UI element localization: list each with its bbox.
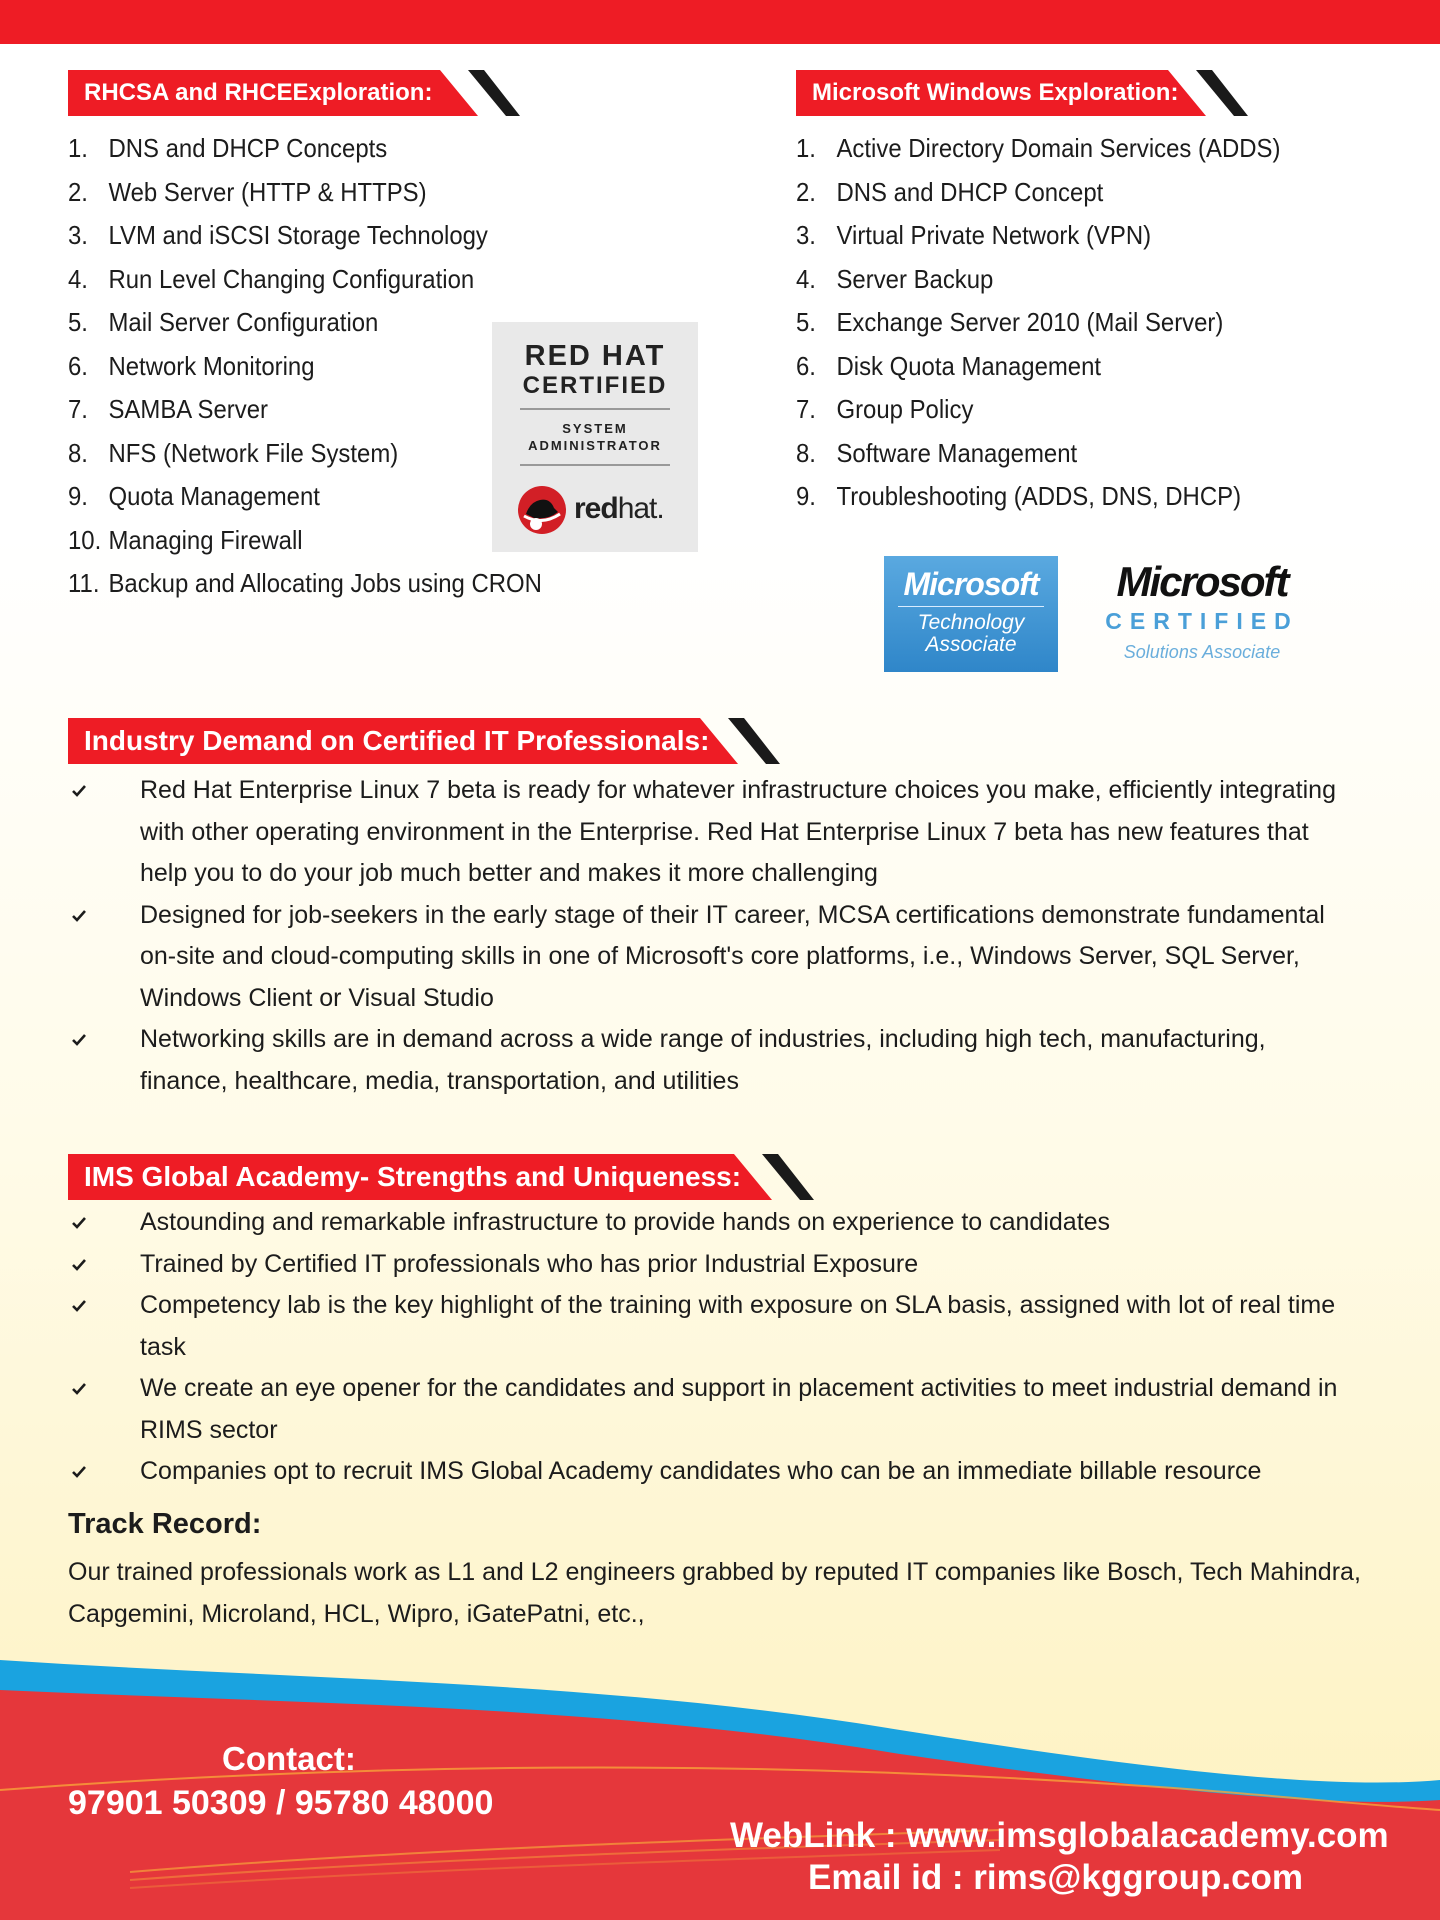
list-item [68,301,542,345]
checkmark-icon [68,1244,90,1286]
contact-phone: 97901 50309 / 95780 48000 [68,1784,494,1822]
website-link[interactable]: WebLink : www.imsglobalacademy.com [730,1816,1389,1855]
list-item-text: Managing Firewall [108,524,303,555]
checkmark-icon [68,1019,90,1061]
list-item-text: Run Level Changing Configuration [108,263,475,294]
list-item-text: SAMBA Server [108,394,269,424]
industry-section-title: Industry Demand on Certified IT Professionals: [84,725,710,756]
rhcsa-section-header [68,70,498,116]
list-item-number: 5. [68,307,88,337]
list-item-number: 9. [68,481,88,511]
checkmark-icon [68,1285,90,1327]
list-item-text: We create an eye opener for the candidates and support in placement activities to meet industrial demand in RIMS sector [140,1374,1338,1444]
list-item-number: 8. [796,437,816,468]
list-item [796,432,1280,476]
track-record-title: Track Record: [68,1508,262,1540]
badge-subtitle: Solutions Associate [1123,642,1281,662]
list-item-number: 2. [68,176,88,207]
checkmark-icon [68,1202,90,1244]
list-item-text: Mail Server Configuration [108,307,379,337]
list-item-text: Software Management [836,437,1078,468]
list-item-text: DNS and DHCP Concept [836,176,1104,207]
list-item-number: 7. [68,394,88,424]
list-item-number: 1. [796,133,816,163]
list-item-number: 4. [68,263,88,294]
industry-section-header [68,718,758,764]
list-item [796,301,1280,345]
list-item-text: Virtual Private Network (VPN) [836,220,1152,250]
list-item [68,1019,1348,1102]
badge-certified: CERTIFIED [1105,608,1299,634]
list-item-text: DNS and DHCP Concepts [108,133,388,163]
list-item-text: Networking skills are in demand across a wide range of industries, including high tech, manufacturing, finance, healthcare, media, transportation, and utilities [140,1025,1266,1095]
badge-subtitle: SYSTEM ADMINISTRATOR [528,421,662,453]
list-item-text: Backup and Allocating Jobs using CRON [108,568,542,598]
red-hat-certified-badge [492,322,698,552]
microsoft-technology-associate-badge [884,556,1058,672]
badge-divider [898,606,1044,607]
badge-divider [520,408,670,410]
list-item-text: Red Hat Enterprise Linux 7 beta is ready for whatever infrastructure choices you make, efficiently integrating with other operating environment in the Enterprise. Red Hat Enterprise Linux 7 beta has new features that help you to do your job much better and makes it more challenging [140,776,1336,887]
list-item [68,1244,1348,1286]
strengths-section-title: IMS Global Academy- Strengths and Uniqueness: [84,1161,742,1192]
list-item [68,388,542,432]
list-item-text: Exchange Server 2010 (Mail Server) [836,307,1224,337]
list-item-text: Designed for job-seekers in the early stage of their IT career, MCSA certifications demonstrate fundamental on-site and cloud-computing skills in one of Microsoft's core platforms, i.e., Windows Server, SQL Server, Windows Client or Visual Studio [140,900,1325,1012]
list-item-text: Astounding and remarkable infrastructure to provide hands on experience to candidates [140,1208,1111,1236]
list-item-number: 3. [796,220,816,250]
badge-text: CERTIFIED [522,372,668,399]
list-item [68,1285,1348,1368]
checkmark-icon [68,770,90,812]
list-item [68,770,1348,895]
badge-text: RED HAT [524,340,666,372]
list-item-text: Disk Quota Management [836,350,1102,381]
email-address[interactable]: Email id : rims@kggroup.com [808,1858,1304,1897]
list-item-number: 6. [796,350,816,381]
list-item-text: NFS (Network File System) [108,437,399,468]
windows-section-header [796,70,1226,116]
list-item-text: Network Monitoring [108,350,315,381]
track-record-body: Our trained professionals work as L1 and L2 engineers grabbed by reputed IT companies like Bosch, Tech Mahindra, Capgemini, Microland, HCL, Wipro, iGatePatni, etc., [68,1558,1361,1628]
checkmark-icon [68,895,90,937]
microsoft-certified-solutions-associate-badge [1092,556,1312,672]
list-item [68,1202,1348,1244]
top-red-bar [0,0,1440,44]
list-item-number: 6. [68,350,88,381]
list-item-text: Competency lab is the key highlight of the training with exposure on SLA basis, assigned with lot of real time task [140,1291,1336,1361]
list-item-number: 10. [68,524,102,555]
badge-brand: Microsoft [903,566,1039,602]
badge-subtitle: Technology Associate [917,611,1025,656]
list-item-number: 1. [68,133,88,163]
strengths-list [68,1202,1348,1493]
list-item [68,1451,1348,1493]
red-hat-logo-icon [514,484,570,536]
badge-divider [520,464,670,466]
list-item [68,214,542,258]
list-item [796,258,1280,302]
list-item-text: Troubleshooting (ADDS, DNS, DHCP) [836,481,1242,511]
list-item [68,895,1348,1020]
list-item [796,475,1280,519]
list-item [68,562,542,606]
list-item [68,258,542,302]
rhcsa-section-title: RHCSA and RHCEExploration: [84,79,433,106]
list-item [796,127,1280,171]
list-item-number: 9. [796,481,816,511]
windows-section-title: Microsoft Windows Exploration: [812,79,1179,106]
list-item [796,171,1280,215]
list-item-number: 11. [68,568,100,598]
industry-demand-list [68,770,1348,1102]
list-item [796,388,1280,432]
checkmark-icon [68,1451,90,1493]
list-item-number: 8. [68,437,88,468]
list-item-text: Companies opt to recruit IMS Global Academy candidates who can be an immediate billable resource [140,1457,1262,1485]
list-item [68,127,542,171]
list-item-number: 7. [796,394,816,424]
list-item-number: 2. [796,176,816,207]
red-hat-wordmark: redhat. [574,492,664,525]
list-item [68,171,542,215]
badge-brand: Microsoft [1116,558,1288,605]
list-item-text: Server Backup [836,263,994,294]
list-item-number: 5. [796,307,816,337]
strengths-section-header [68,1154,792,1200]
list-item [796,345,1280,389]
windows-topic-list [796,127,1323,519]
checkmark-icon [68,1368,90,1410]
list-item [68,519,542,563]
list-item [68,432,542,476]
list-item [796,214,1280,258]
list-item [68,1368,1348,1451]
list-item-number: 3. [68,220,88,250]
list-item-number: 4. [796,263,816,294]
list-item-text: Quota Management [108,481,320,511]
list-item-text: Group Policy [836,394,974,424]
list-item-text: LVM and iSCSI Storage Technology [108,220,488,250]
contact-label: Contact: [222,1740,356,1777]
list-item-text: Active Directory Domain Services (ADDS) [836,133,1281,163]
list-item-text: Trained by Certified IT professionals who has prior Industrial Exposure [140,1249,919,1278]
list-item-text: Web Server (HTTP & HTTPS) [108,176,427,207]
list-item [68,345,542,389]
list-item [68,475,542,519]
